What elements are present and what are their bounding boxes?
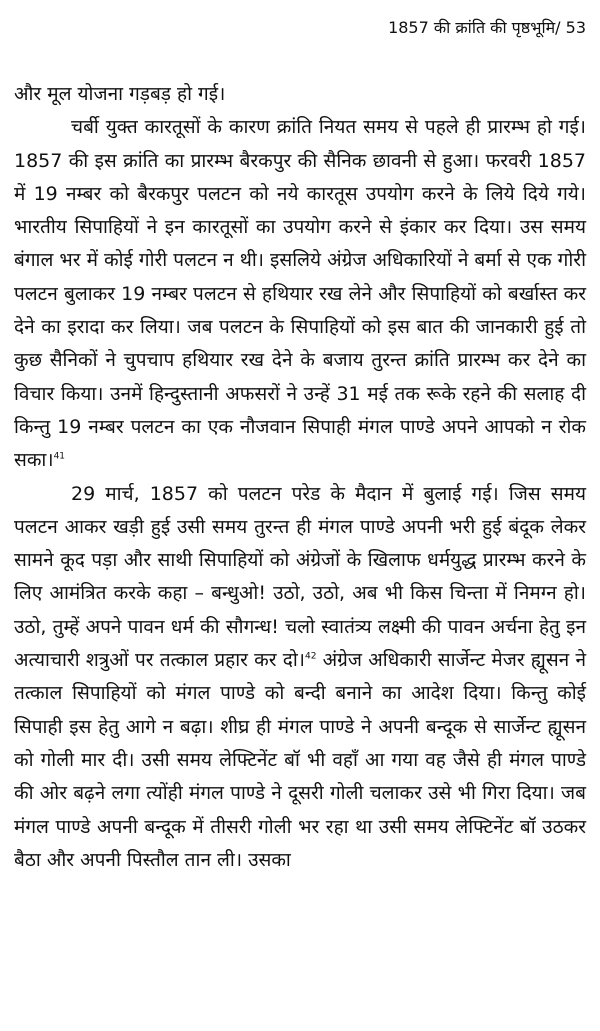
paragraph-cartridges-text: चर्बी युक्त कारतूसों के कारण क्रांति नियत समय से पहले ही प्रारम्भ हो गई। 1857 की इस क्रांति का प्रारम्भ बैरकपुर की सैनिक छावनी से हुआ। फरवरी 1857 में 19 नम्बर को बैरकपुर पलटन को नये कारतूस उपयोग करने के लिये दिये गये। भारतीय सिपाहियों ने इन कारतूसों का उपयोग करने से इंकार कर दिया। उस समय बंगाल भर में कोई गोरी पलटन न थी। इसलिये अंग्रेज अधिकारियों ने बर्मा से एक गोरी पलटन बुलाकर 19 नम्बर पलटन से हथियार रख लेने और सिपाहियों को बर्खास्त कर देने का इरादा कर लिया। जब पलटन के सिपाहियों को इस बात की जानकारी हुई तो कुछ सैनिकों ने चुपचाप हथियार रख देने के बजाय तुरन्त क्रांति प्रारम्भ कर देने का विचार किया। उनमें हिन्दुस्तानी अफसरों ने उन्हें 31 मई तक रूके रहने की सलाह दी किन्तु 19 नम्बर पलटन का एक नौजवान सिपाही मंगल पाण्डे अपने आपको न रोक सका। <box>14 116 586 472</box>
footnote-ref-41: 41 <box>53 451 66 462</box>
paragraph-cartridges <box>14 111 586 477</box>
page-body <box>14 78 586 877</box>
paragraph-mangal-pandey-text-a: 29 मार्च, 1857 को पलटन परेड के मैदान में बुलाई गई। जिस समय पलटन आकर खड़ी हुई उसी समय तुरन्त ही मंगल पाण्डे अपनी भरी हुई बंदूक लेकर सामने कूद पड़ा और साथी सिपाहियों को अंग्रेजों के खिलाफ धर्मयुद्ध प्रारम्भ करने के लिए आमंत्रित करके कहा – बन्धुओ! उठो, उठो, अब भी किस चिन्ता में निमग्न हो। उठो, तुम्हें अपने पावन धर्म की सौगन्ध! चलो स्वातंत्र्य लक्ष्मी की पावन अर्चना हेतु इन अत्याचारी शत्रुओं पर तत्काल प्रहार कर दो। <box>14 482 586 672</box>
paragraph-mangal-pandey-text-b: अंग्रेज अधिकारी सार्जेन्ट मेजर ह्यूसन ने तत्काल सिपाहियों को मंगल पाण्डे को बन्दी बनाने का आदेश दिया। किन्तु कोई सिपाही इस हेतु आगे न बढ़ा। शीघ्र ही मंगल पाण्डे ने अपनी बन्दूक से सार्जेन्ट ह्यूसन को गोली मार दी। उसी समय लेफ्टिनेंट बॉ भी वहाँ आ गया वह जैसे ही मंगल पाण्डे की ओर बढ़ने लगा त्योंही मंगल पाण्डे ने दूसरी गोली चलाकर उसे भी गिरा दिया। जब मंगल पाण्डे अपनी बन्दूक में तीसरी गोली भर रहा था उसी समय लेफ्टिनेंट बॉ उठकर बैठा और अपनी पिस्तौल तान ली। उसका <box>14 649 587 871</box>
paragraph-continuation: और मूल योजना गड़बड़ हो गई। <box>14 83 226 105</box>
paragraph-mangal-pandey <box>14 478 586 878</box>
running-header: 1857 की क्रांति की पृष्ठभूमि/ 53 <box>388 18 586 37</box>
footnote-ref-42: 42 <box>304 651 317 662</box>
